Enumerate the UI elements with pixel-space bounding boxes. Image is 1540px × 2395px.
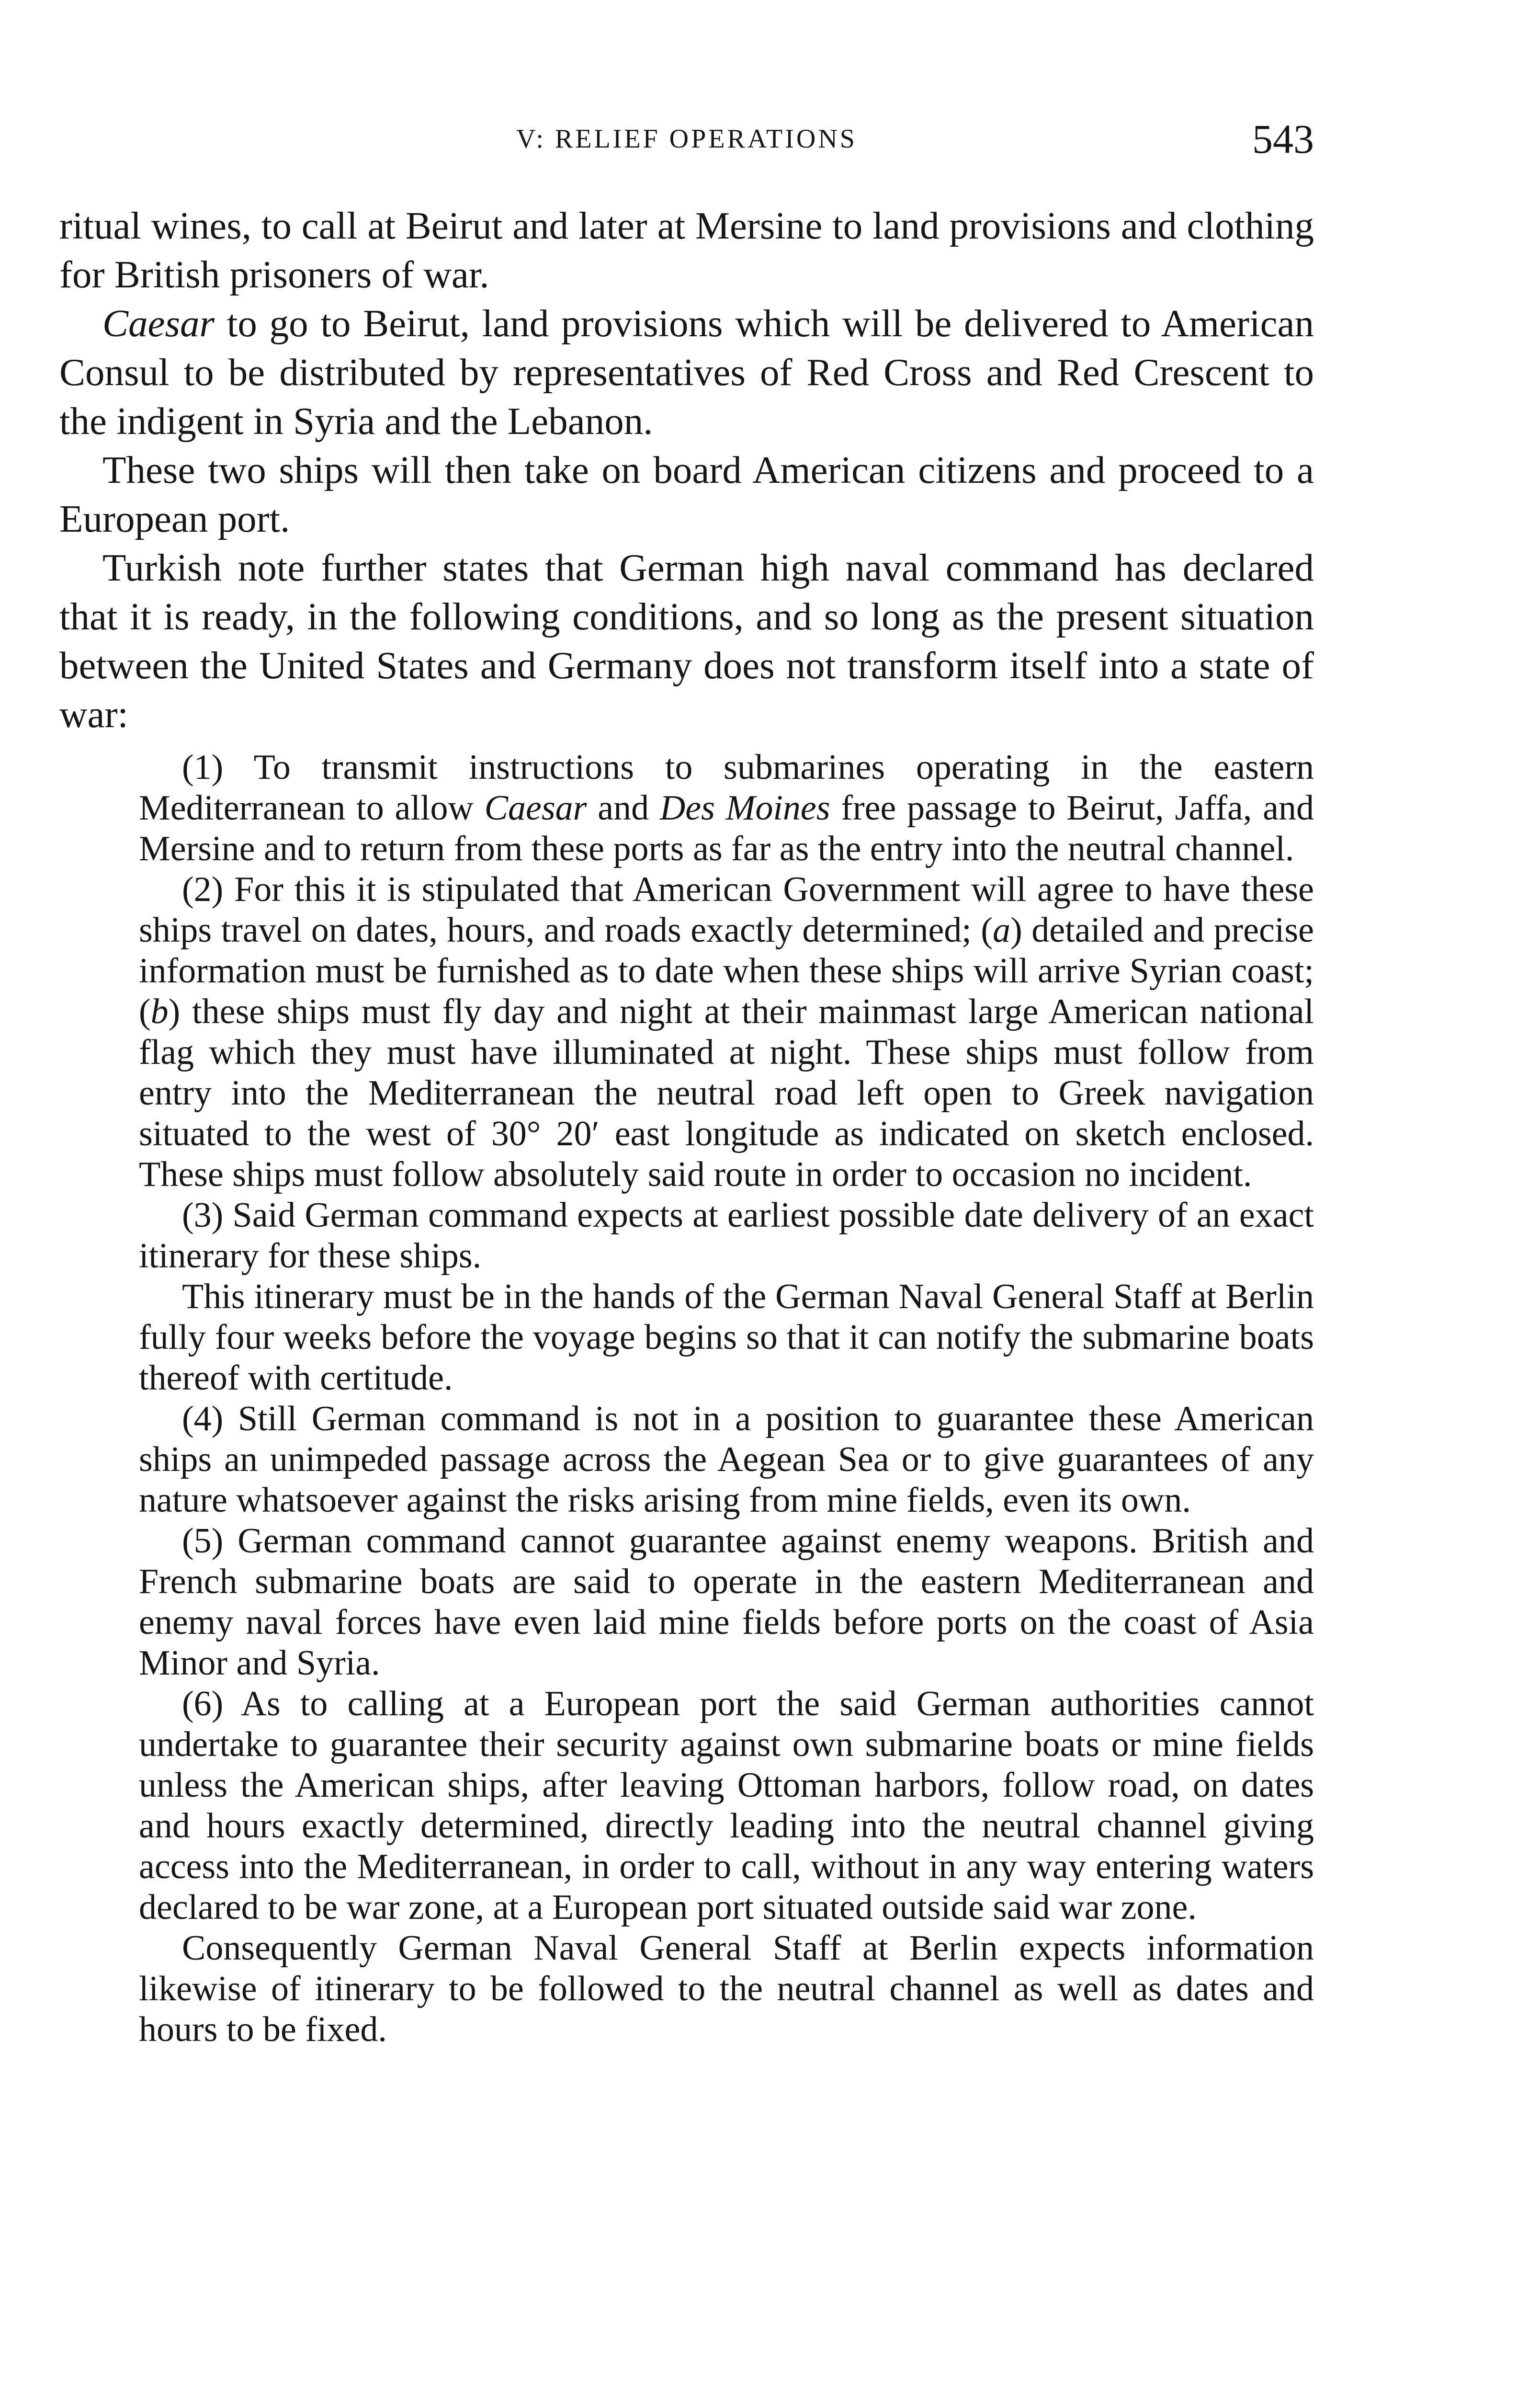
running-title: V: RELIEF OPERATIONS xyxy=(516,124,857,154)
ship-name-caesar: Caesar xyxy=(484,788,587,828)
subclause-letter-a: a xyxy=(993,911,1011,950)
condition-2 xyxy=(139,869,1314,1195)
ship-name-caesar: Caesar xyxy=(102,302,215,345)
condition-1-text: (1) To transmit instructions to submarines operating in the eastern Mediterranean to allow xyxy=(139,748,1314,828)
condition-2-part-a: ) detailed and precise information must be furnished as to date when these ships will arrive Syrian coast; ( xyxy=(139,911,1314,1031)
ship-name-des-moines: Des Moines xyxy=(659,788,830,828)
paragraph-turkish-note: Turkish note further states that German high naval command has declared that it is ready, in the following conditions, and so long as the present situation between the United States and Germany does not transform itself into a state of war: xyxy=(59,546,1314,736)
conditions-extract xyxy=(139,747,1314,2050)
condition-2-text: (2) For this it is stipulated that American Government will agree to have these ships travel on dates, hours, and roads exactly determined; ( xyxy=(139,870,1314,950)
condition-4: (4) Still German command is not in a position to guarantee these American ships an unimpeded passage across the Aegean Sea or to give guarantees of any nature whatsoever against the risks arising from mine fields, even its own. xyxy=(139,1399,1314,1520)
paragraph-two-ships: These two ships will then take on board American citizens and proceed to a European port. xyxy=(59,448,1314,540)
condition-3: (3) Said German command expects at earliest possible date delivery of an exact itinerary for these ships. xyxy=(139,1196,1314,1276)
paragraph-caesar xyxy=(59,299,1314,445)
subclause-letter-b: b xyxy=(150,992,169,1031)
condition-1-joiner: and xyxy=(587,788,660,828)
body-text xyxy=(59,201,1314,739)
closing-paragraph: Consequently German Naval General Staff at Berlin expects information likewise of itinerary to be followed to the neutral channel as well as dates and hours to be fixed. xyxy=(139,1928,1314,2049)
condition-1 xyxy=(139,747,1314,869)
condition-6: (6) As to calling at a European port the said German authorities cannot undertake to guarantee their security against own submarine boats or mine fields unless the American ships, after leaving Ottoman harbors, follow road, on dates and hours exactly determined, directly leading into the neutral channel giving access into the Mediterranean, in order to call, without in any way entering waters declared to be war zone, at a European port situated outside said war zone. xyxy=(139,1684,1314,1927)
paragraph-caesar-text: to go to Beirut, land provisions which will be delivered to American Consul to be distributed by representatives of Red Cross and Red Crescent to the indigent in Syria and the Lebanon. xyxy=(59,302,1314,443)
condition-2-part-b: ) these ships must fly day and night at their mainmast large American national flag which they must have illuminated at night. These ships must follow from entry into the Mediterranean the neutral road left open to Greek navigation situated to the west of 30° 20′ east longitude as indicated on sketch enclosed. These ships must follow absolutely said route in order to occasion no incident. xyxy=(139,992,1314,1194)
paragraph-continued: ritual wines, to call at Beirut and later at Mersine to land provisions and clothing for British prisoners of war. xyxy=(59,204,1314,296)
condition-3-continued: This itinerary must be in the hands of the German Naval General Staff at Berlin fully four weeks before the voyage begins so that it can notify the submarine boats thereof with certitude. xyxy=(139,1277,1314,1398)
page-number: 543 xyxy=(1252,116,1314,162)
condition-1-rest: free passage to Beirut, Jaffa, and Mersine and to return from these ports as far as the entry into the neutral channel. xyxy=(139,788,1314,868)
condition-5: (5) German command cannot guarantee against enemy weapons. British and French submarine boats are said to operate in the eastern Mediterranean and enemy naval forces have even laid mine fields before ports on the coast of Asia Minor and Syria. xyxy=(139,1521,1314,1683)
running-header xyxy=(59,115,1314,163)
